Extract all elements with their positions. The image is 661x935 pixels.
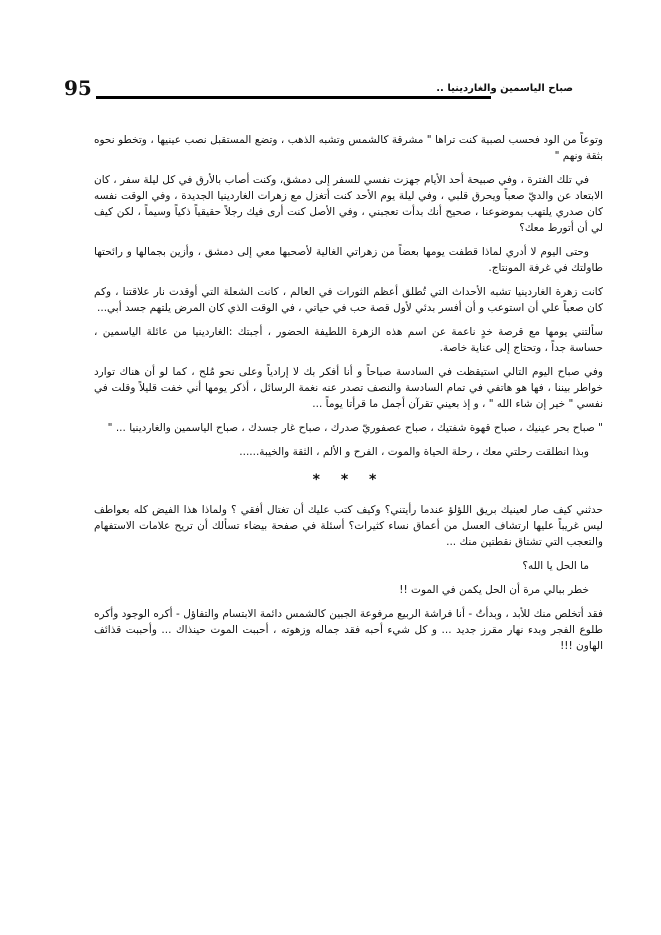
quote-paragraph: " صباح بحر عينيك ، صباح قهوة شفتيك ، صباح عصفوريّ صدرك ، صباح غار جسدك ، صباح الياسمين والغاردينيا ... " <box>107 422 603 434</box>
page-body <box>94 132 603 662</box>
paragraph: فقد أتخلص منك للأبد ، وبدأتُ - أنا فراشة الربيع مرفوعة الجبين كالشمس دائمة الابتسام والتفاؤل - أكره الوجود وأكره طلوع الفجر وبدء نهار مقرز جديد ... و كل شيء أحبه فقد جماله وزهوته ، أحببت الموت حينذاك ... وأحببت قذائف الهاون !!! <box>94 608 603 652</box>
header-rule <box>96 96 491 99</box>
running-title: صباح الياسمين والغاردينيا .. <box>436 83 573 94</box>
paragraph: وفي صباح اليوم التالي استيقظت في السادسة صباحاً و أنا أفكر بك لا إرادياً وعلى نحو مُلح ، كما لو أن هناك توارد خواطر بيننا ، فها هو هاتفي في تمام السادسة والنصف تصدر عنه نغمة الرسائل ، أذكر يومها أني خفت قليلاً وقلت في نفسي " خير إن شاء الله " ، و إذ بعيني تقرآن أجمل ما قرأتا يوماً ... <box>94 366 603 410</box>
paragraph: في تلك الفترة ، وفي صبيحة أحد الأيام جهزت نفسي للسفر إلى دمشق، وكنت أصاب بالأرق في كل ليلة سفر ، كان الابتعاد عن والديّ صعباً ويحرق قلبي ، وفي ليلة يوم الأحد كنت أتغزل مع زهرات الغاردينيا الجديدة ، وفي الوقت نفسه كان صدري يلتهب بموضوعنا ، صحيح أنك بدأت تعجبني ، وفي الأصل كنت أرى فيك رجلاً حقيقياً ذكياً وسيماً ، لكن كيف لي أن أتورط معك؟ <box>94 174 603 234</box>
paragraph: خطر ببالي مرة أن الحل يكمن في الموت !! <box>399 584 589 596</box>
paragraph: وحتى اليوم لا أدري لماذا قطفت يومها بعضاً من زهراتي الغالية لأصحبها معي إلى دمشق ، وأزين بجمالها و رائحتها طاولتك في غرفة المونتاج. <box>94 246 603 274</box>
page-header <box>64 76 573 102</box>
section-separator: * * * <box>312 472 385 488</box>
page-number: 95 <box>64 76 92 100</box>
paragraph: كانت زهرة الغاردينيا تشبه الأحداث التي تُطلق أعظم الثورات في العالم ، كانت الشعلة التي أوقدت نار علاقتنا ، وكم كان صعباً علي أن استوعب و أن أفسر بدئي لأول قصة حب في حياتي ، في الوقت الذي كان المرض يلتهم جسد أبي... <box>94 286 603 314</box>
paragraph: وبذا انطلقت رحلتي معك ، رحلة الحياة والموت ، الفرح و الألم ، الثقة والخيبة...... <box>239 446 589 458</box>
paragraph: وتوعاً من الود فحسب لصبية كنت تراها " مشرقة كالشمس وتشبه الذهب ، وتضع المستقبل نصب عينيها ، وتخطو نحوه بثقة ونهم " <box>94 134 603 162</box>
paragraph: سألتني يومها مع قرصة خدٍ ناعمة عن اسم هذه الزهرة اللطيفة الحضور ، أجبتك :الغاردينيا من عائلة الياسمين ، حساسة جداً ، وتحتاج إلى عناية خاصة. <box>94 326 603 354</box>
paragraph: ما الحل يا الله؟ <box>522 560 589 572</box>
paragraph: حدثني كيف صار لعينيك بريق اللؤلؤ عندما رأيتني؟ وكيف كتب عليك أن تغتال أفقي ؟ ولماذا هذا الفيض كله بعواطف ليس غريباً عليها ارتشاف العسل من أعماق نساء كثيرات؟ أسئلة في صفحة بيضاء تسألك أن تريح علامات الاستفهام والتعجب التي تشتاق نقطتين منك ... <box>94 504 603 548</box>
